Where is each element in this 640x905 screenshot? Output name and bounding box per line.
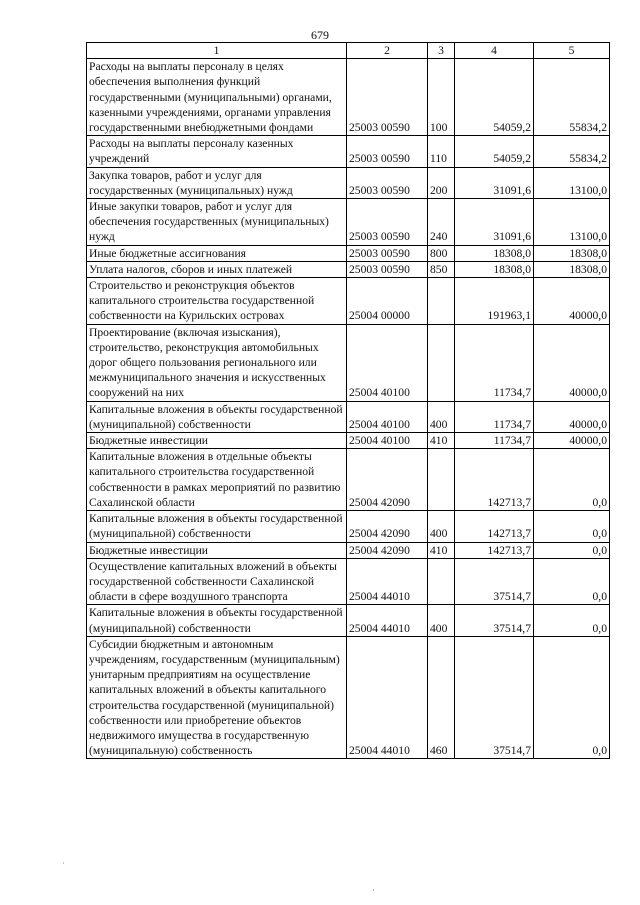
row-code: 25004 40100	[347, 324, 428, 401]
row-value-year-2: 55834,2	[534, 136, 610, 167]
row-expense-type: 400	[428, 605, 455, 636]
row-name: Бюджетные инвестиции	[87, 433, 347, 449]
table-row	[87, 167, 610, 198]
row-name: Расходы на выплаты персоналу казенных учреждений	[87, 136, 347, 167]
row-value-year-1: 37514,7	[455, 605, 534, 636]
table-row	[87, 199, 610, 246]
row-value-year-1: 18308,0	[455, 261, 534, 277]
row-name: Осуществление капитальных вложений в объекты государственной собственности Сахалинской области в сфере воздушного транспорта	[87, 558, 347, 605]
row-name: Уплата налогов, сборов и иных платежей	[87, 261, 347, 277]
table-row	[87, 261, 610, 277]
row-value-year-2: 0,0	[534, 511, 610, 542]
table-row	[87, 449, 610, 511]
row-value-year-2: 40000,0	[534, 278, 610, 325]
row-name: Иные бюджетные ассигнования	[87, 245, 347, 261]
row-name: Капитальные вложения в объекты государственной (муниципальной) собственности	[87, 605, 347, 636]
row-code: 25003 00590	[347, 136, 428, 167]
row-expense-type: 800	[428, 245, 455, 261]
row-value-year-2: 55834,2	[534, 59, 610, 136]
row-value-year-2: 18308,0	[534, 261, 610, 277]
row-value-year-2: 40000,0	[534, 324, 610, 401]
row-expense-type	[428, 449, 455, 511]
header-col-3: 3	[428, 43, 455, 59]
row-value-year-1: 18308,0	[455, 245, 534, 261]
row-name: Капитальные вложения в объекты государственной (муниципальной) собственности	[87, 401, 347, 432]
row-code: 25004 44010	[347, 605, 428, 636]
table-row	[87, 278, 610, 325]
row-expense-type: 100	[428, 59, 455, 136]
header-col-1: 1	[87, 43, 347, 59]
row-name: Бюджетные инвестиции	[87, 542, 347, 558]
row-name: Проектирование (включая изыскания), строительство, реконструкция автомобильных дорог общего пользования регионального или межмуниципального значения и искусственных сооружений на них	[87, 324, 347, 401]
row-name: Субсидии бюджетным и автономным учреждениям, государственным (муниципальным) унитарным предприятиям на осуществление капитальных вложений в объекты капитального строительства государственной (муниципальной) собственности или приобретение объектов недвижимого имущества в государственную (муниципальную) собственность	[87, 636, 347, 759]
row-value-year-1: 31091,6	[455, 167, 534, 198]
table-row	[87, 558, 610, 605]
row-value-year-1: 142713,7	[455, 542, 534, 558]
header-col-4: 4	[455, 43, 534, 59]
row-value-year-1: 191963,1	[455, 278, 534, 325]
row-expense-type: 850	[428, 261, 455, 277]
row-value-year-1: 31091,6	[455, 199, 534, 246]
scan-speck: ·	[62, 858, 65, 868]
row-expense-type: 410	[428, 433, 455, 449]
row-value-year-1: 37514,7	[455, 636, 534, 759]
header-col-2: 2	[347, 43, 428, 59]
row-value-year-2: 13100,0	[534, 167, 610, 198]
row-code: 25004 42090	[347, 542, 428, 558]
row-expense-type	[428, 324, 455, 401]
row-code: 25004 44010	[347, 636, 428, 759]
row-value-year-2: 0,0	[534, 636, 610, 759]
row-expense-type: 460	[428, 636, 455, 759]
row-value-year-1: 11734,7	[455, 401, 534, 432]
row-value-year-1: 11734,7	[455, 433, 534, 449]
row-name: Капитальные вложения в отдельные объекты капитального строительства государственной собственности в рамках мероприятий по развитию Сахалинской области	[87, 449, 347, 511]
row-name: Капитальные вложения в объекты государственной (муниципальной) собственности	[87, 511, 347, 542]
row-expense-type: 410	[428, 542, 455, 558]
row-value-year-2: 0,0	[534, 605, 610, 636]
row-value-year-2: 0,0	[534, 449, 610, 511]
page-number: 679	[311, 28, 329, 42]
row-expense-type: 200	[428, 167, 455, 198]
row-code: 25004 42090	[347, 449, 428, 511]
row-expense-type: 400	[428, 511, 455, 542]
row-code: 25003 00590	[347, 261, 428, 277]
row-name: Расходы на выплаты персоналу в целях обеспечения выполнения функций государственными (муниципальными) органами, казенными учреждениями, органами управления государственными внебюджетными фондами	[87, 59, 347, 136]
row-value-year-1: 54059,2	[455, 136, 534, 167]
table-row	[87, 324, 610, 401]
row-code: 25004 40100	[347, 433, 428, 449]
header-row	[87, 43, 610, 59]
table-body	[87, 59, 610, 759]
row-value-year-2: 40000,0	[534, 433, 610, 449]
row-code: 25004 40100	[347, 401, 428, 432]
row-code: 25003 00590	[347, 199, 428, 246]
row-code: 25004 42090	[347, 511, 428, 542]
row-name: Иные закупки товаров, работ и услуг для обеспечения государственных (муниципальных) нужд	[87, 199, 347, 246]
table-row	[87, 542, 610, 558]
row-value-year-1: 54059,2	[455, 59, 534, 136]
scan-speck: ·	[372, 885, 375, 895]
row-value-year-1: 11734,7	[455, 324, 534, 401]
row-value-year-1: 37514,7	[455, 558, 534, 605]
table-row	[87, 511, 610, 542]
row-expense-type	[428, 278, 455, 325]
table-row	[87, 433, 610, 449]
row-value-year-2: 0,0	[534, 558, 610, 605]
row-expense-type	[428, 558, 455, 605]
row-name: Закупка товаров, работ и услуг для государственных (муниципальных) нужд	[87, 167, 347, 198]
table-row	[87, 59, 610, 136]
row-value-year-2: 13100,0	[534, 199, 610, 246]
row-value-year-1: 142713,7	[455, 449, 534, 511]
table-header	[87, 43, 610, 59]
header-col-5: 5	[534, 43, 610, 59]
table-row	[87, 636, 610, 759]
table-row	[87, 136, 610, 167]
row-value-year-2: 40000,0	[534, 401, 610, 432]
row-value-year-1: 142713,7	[455, 511, 534, 542]
row-value-year-2: 18308,0	[534, 245, 610, 261]
table-row	[87, 245, 610, 261]
row-name: Строительство и реконструкция объектов капитального строительства государственной собственности на Курильских островах	[87, 278, 347, 325]
row-code: 25004 44010	[347, 558, 428, 605]
row-code: 25003 00590	[347, 59, 428, 136]
table-row	[87, 401, 610, 432]
row-code: 25003 00590	[347, 245, 428, 261]
row-expense-type: 110	[428, 136, 455, 167]
table-row	[87, 605, 610, 636]
row-expense-type: 400	[428, 401, 455, 432]
row-code: 25004 00000	[347, 278, 428, 325]
row-value-year-2: 0,0	[534, 542, 610, 558]
row-expense-type: 240	[428, 199, 455, 246]
row-code: 25003 00590	[347, 167, 428, 198]
budget-table	[86, 42, 610, 759]
